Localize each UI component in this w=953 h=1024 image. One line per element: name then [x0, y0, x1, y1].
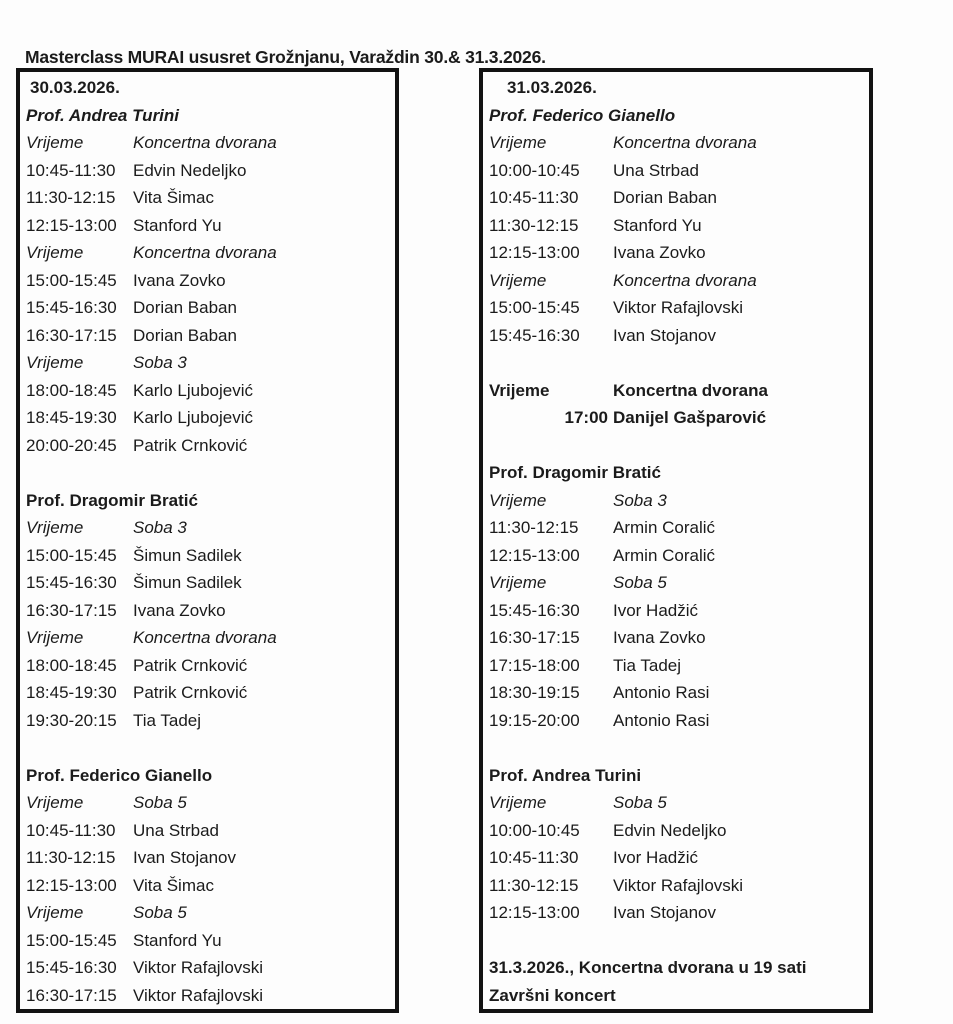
schedule-row-slot — [26, 542, 395, 570]
student-name-cell: Armin Coralić — [613, 545, 716, 565]
schedule-row-section — [26, 789, 395, 817]
schedule-row-prof — [26, 487, 395, 515]
schedule-row-slot — [489, 844, 869, 872]
professor-name: Prof. Federico Gianello — [489, 105, 676, 125]
schedule-row-slot — [26, 267, 395, 295]
venue-cell: Koncertna dvorana — [613, 133, 757, 152]
time-cell: 20:00-20:45 — [26, 435, 117, 455]
time-cell: 15:00-15:45 — [26, 545, 117, 565]
schedule-row-slot — [489, 707, 869, 735]
venue-cell: Koncertna dvorana — [613, 380, 768, 400]
time-column-header: Vrijeme — [489, 793, 547, 812]
venue-cell: Soba 3 — [133, 518, 187, 537]
schedule-row-slot — [489, 514, 869, 542]
schedule-row-slot — [489, 212, 869, 240]
schedule-row-section — [489, 789, 869, 817]
student-name-cell: Ivana Zovko — [613, 628, 706, 647]
time-cell: 10:45-11:30 — [26, 160, 116, 180]
venue-cell: Soba 5 — [133, 903, 187, 922]
time-cell: 12:15-13:00 — [489, 903, 580, 922]
student-name-cell: Karlo Ljubojević — [133, 380, 254, 400]
time-cell: 12:15-13:00 — [26, 875, 117, 895]
student-name-cell: Una Strbad — [613, 160, 699, 180]
schedule-row-section — [489, 129, 869, 157]
schedule-row-slot — [26, 652, 395, 680]
time-cell: 18:45-19:30 — [26, 683, 117, 702]
student-name-cell: Armin Coralić — [613, 518, 716, 537]
venue-cell: Soba 5 — [613, 573, 667, 592]
schedule-row-slot — [489, 597, 869, 625]
time-cell: 16:30-17:15 — [489, 628, 580, 647]
time-column-header: Vrijeme — [26, 628, 84, 647]
schedule-row-blank — [489, 432, 869, 460]
time-cell: 15:45-16:30 — [26, 298, 117, 317]
time-cell: 17:00 — [564, 408, 608, 427]
schedule-row-slot — [26, 404, 395, 432]
schedule-row-prof — [489, 459, 869, 487]
schedule-row-blank — [489, 927, 869, 955]
note-text: Završni koncert — [489, 985, 616, 1005]
schedule-row-slot — [26, 927, 395, 955]
student-name-cell: Ivana Zovko — [613, 243, 706, 262]
student-name-cell: Tia Tadej — [133, 710, 202, 730]
student-name-cell: Ivan Stojanov — [613, 325, 717, 345]
time-cell: 10:45-11:30 — [489, 848, 579, 867]
schedule-row-slot — [489, 322, 869, 350]
schedule-row-slot — [489, 872, 869, 900]
venue-cell: Koncertna dvorana — [133, 628, 277, 647]
time-cell: 15:00-15:45 — [489, 298, 580, 317]
schedule-row-section — [26, 239, 395, 267]
schedule-row-blank — [26, 459, 395, 487]
schedule-row-slot — [489, 899, 869, 927]
venue-cell: Soba 3 — [133, 353, 187, 372]
time-column-header: Vrijeme — [489, 490, 547, 510]
schedule-row-slot-bold — [489, 404, 869, 432]
time-cell: 15:00-15:45 — [26, 930, 117, 950]
schedule-row-slot — [26, 294, 395, 322]
schedule-row-slot — [26, 377, 395, 405]
student-name-cell: Edvin Nedeljko — [613, 820, 727, 840]
schedule-row-slot — [26, 817, 395, 845]
time-cell: 18:45-19:30 — [26, 408, 117, 427]
schedule-row-slot — [26, 212, 395, 240]
schedule-row-note — [489, 982, 869, 1010]
venue-cell: Koncertna dvorana — [133, 133, 277, 152]
student-name-cell: Vita Šimac — [133, 875, 214, 895]
time-column-header: Vrijeme — [26, 518, 84, 537]
schedule-row-slot — [489, 184, 869, 212]
time-column-header: Vrijeme — [26, 133, 84, 152]
time-cell: 18:30-19:15 — [489, 683, 580, 702]
schedule-row-slot — [26, 872, 395, 900]
venue-cell: Koncertna dvorana — [613, 270, 757, 290]
schedule-row-section — [26, 349, 395, 377]
schedule-row-blank — [26, 734, 395, 762]
schedule-row-slot — [489, 157, 869, 185]
time-cell: 15:00-15:45 — [26, 270, 117, 290]
schedule-row-section — [26, 624, 395, 652]
venue-cell: Koncertna dvorana — [133, 243, 277, 262]
time-cell: 10:45-11:30 — [26, 820, 116, 840]
time-cell: 10:00-10:45 — [489, 820, 580, 840]
student-name-cell: Vita Šimac — [133, 188, 214, 207]
schedule-row-slot — [489, 542, 869, 570]
time-cell: 12:15-13:00 — [26, 215, 117, 235]
student-name-cell: Viktor Rafajlovski — [133, 985, 264, 1005]
schedule-row-note — [489, 954, 869, 982]
schedule-row-prof — [26, 762, 395, 790]
student-name-cell: Šimun Sadilek — [133, 545, 242, 565]
student-name-cell: Ivana Zovko — [133, 600, 226, 620]
time-cell: 11:30-12:15 — [489, 518, 579, 537]
schedule-row-slot — [26, 844, 395, 872]
professor-name: Prof. Dragomir Bratić — [26, 490, 198, 510]
schedule-row-prof — [489, 762, 869, 790]
time-cell: 18:00-18:45 — [26, 655, 117, 675]
time-column-header: Vrijeme — [26, 903, 84, 922]
document-title: Masterclass MURAI ususret Grožnjanu, Varaždin 30.& 31.3.2026. — [25, 47, 546, 67]
schedule-row-section — [489, 267, 869, 295]
schedule-row-slot — [26, 679, 395, 707]
schedule-row-slot — [26, 184, 395, 212]
time-cell: 16:30-17:15 — [26, 600, 117, 620]
time-cell: 19:30-20:15 — [26, 710, 117, 730]
schedule-row-prof — [26, 102, 395, 130]
student-name-cell: Viktor Rafajlovski — [613, 875, 744, 895]
time-cell: 15:45-16:30 — [489, 600, 580, 620]
schedule-row-slot — [489, 624, 869, 652]
student-name-cell: Tia Tadej — [613, 655, 682, 675]
schedule-row-section — [26, 514, 395, 542]
note-text: 31.3.2026., Koncertna dvorana u 19 sati — [489, 958, 807, 977]
student-name-cell: Ivor Hadžić — [613, 600, 699, 620]
time-column-header: Vrijeme — [26, 353, 84, 372]
student-name-cell: Ivan Stojanov — [613, 903, 717, 922]
student-name-cell: Ivan Stojanov — [133, 848, 237, 867]
student-name-cell: Viktor Rafajlovski — [613, 298, 744, 317]
schedule-row-section — [26, 129, 395, 157]
time-cell: 11:30-12:15 — [26, 848, 116, 867]
schedule-row-slot — [26, 569, 395, 597]
professor-name: Prof. Dragomir Bratić — [489, 463, 661, 482]
time-column-header: Vrijeme — [26, 243, 84, 262]
date-header: 31.03.2026. — [507, 78, 597, 97]
student-name-cell: Stanford Yu — [133, 930, 222, 950]
student-name-cell: Stanford Yu — [613, 215, 702, 235]
venue-cell: Soba 5 — [613, 793, 667, 812]
student-name-cell: Una Strbad — [133, 820, 219, 840]
time-cell: 12:15-13:00 — [489, 243, 580, 262]
schedule-row-slot — [26, 597, 395, 625]
time-cell: 11:30-12:15 — [26, 188, 116, 207]
student-name-cell: Antonio Rasi — [613, 683, 710, 702]
time-cell: 18:00-18:45 — [26, 380, 117, 400]
schedule-row-slot — [489, 239, 869, 267]
schedule-row-date — [26, 74, 395, 102]
professor-name: Prof. Andrea Turini — [26, 105, 180, 125]
time-cell: 17:15-18:00 — [489, 655, 580, 675]
student-name-cell: Patrik Crnković — [133, 683, 248, 702]
schedule-row-slot — [489, 679, 869, 707]
schedule-row-slot — [26, 322, 395, 350]
time-column-header: Vrijeme — [489, 573, 547, 592]
time-column-header: Vrijeme — [489, 270, 547, 290]
schedule-row-section — [489, 487, 869, 515]
time-cell: 10:45-11:30 — [489, 188, 579, 207]
professor-name: Prof. Andrea Turini — [489, 765, 642, 785]
schedule-row-slot — [26, 954, 395, 982]
time-cell: 15:45-16:30 — [489, 325, 580, 345]
student-name-cell: Ivana Zovko — [133, 270, 226, 290]
schedule-row-slot — [26, 157, 395, 185]
venue-cell: Soba 5 — [133, 793, 187, 812]
schedule-row-section — [26, 899, 395, 927]
day-column-30-03-2026 — [16, 68, 399, 1013]
time-cell: 15:45-16:30 — [26, 958, 117, 977]
schedule-row-slot — [489, 817, 869, 845]
time-column-header: Vrijeme — [489, 380, 550, 400]
student-name-cell: Antonio Rasi — [613, 710, 710, 730]
schedule-row-blank — [489, 734, 869, 762]
time-column-header: Vrijeme — [489, 133, 547, 152]
date-header: 30.03.2026. — [30, 78, 120, 97]
schedule-row-blank — [489, 349, 869, 377]
student-name-cell: Patrik Crnković — [133, 655, 248, 675]
student-name-cell: Dorian Baban — [613, 188, 717, 207]
student-name-cell: Ivor Hadžić — [613, 848, 699, 867]
schedule-row-slot — [26, 707, 395, 735]
student-name-cell: Dorian Baban — [133, 325, 237, 345]
time-cell: 19:15-20:00 — [489, 710, 580, 730]
time-cell: 11:30-12:15 — [489, 875, 579, 895]
schedule-row-date — [489, 74, 869, 102]
schedule-row-prof — [489, 102, 869, 130]
time-cell: 12:15-13:00 — [489, 545, 580, 565]
time-cell: 15:45-16:30 — [26, 573, 117, 592]
time-cell: 16:30-17:15 — [26, 325, 117, 345]
student-name-cell: Stanford Yu — [133, 215, 222, 235]
student-name-cell: Karlo Ljubojević — [133, 408, 254, 427]
time-cell: 16:30-17:15 — [26, 985, 117, 1005]
time-cell: 10:00-10:45 — [489, 160, 580, 180]
student-name-cell: Viktor Rafajlovski — [133, 958, 264, 977]
schedule-row-slot — [26, 982, 395, 1010]
schedule-row-slot — [26, 432, 395, 460]
student-name-cell: Dorian Baban — [133, 298, 237, 317]
schedule-row-section-bold — [489, 377, 869, 405]
schedule-row-slot — [489, 652, 869, 680]
schedule-row-section — [489, 569, 869, 597]
student-name-cell: Patrik Crnković — [133, 435, 248, 455]
time-column-header: Vrijeme — [26, 793, 84, 812]
student-name-cell: Edvin Nedeljko — [133, 160, 247, 180]
professor-name: Prof. Federico Gianello — [26, 765, 213, 785]
day-column-31-03-2026 — [479, 68, 873, 1013]
venue-cell: Soba 3 — [613, 490, 667, 510]
student-name-cell: Danijel Gašparović — [613, 408, 767, 427]
time-cell: 11:30-12:15 — [489, 215, 579, 235]
student-name-cell: Šimun Sadilek — [133, 573, 242, 592]
schedule-row-slot — [489, 294, 869, 322]
